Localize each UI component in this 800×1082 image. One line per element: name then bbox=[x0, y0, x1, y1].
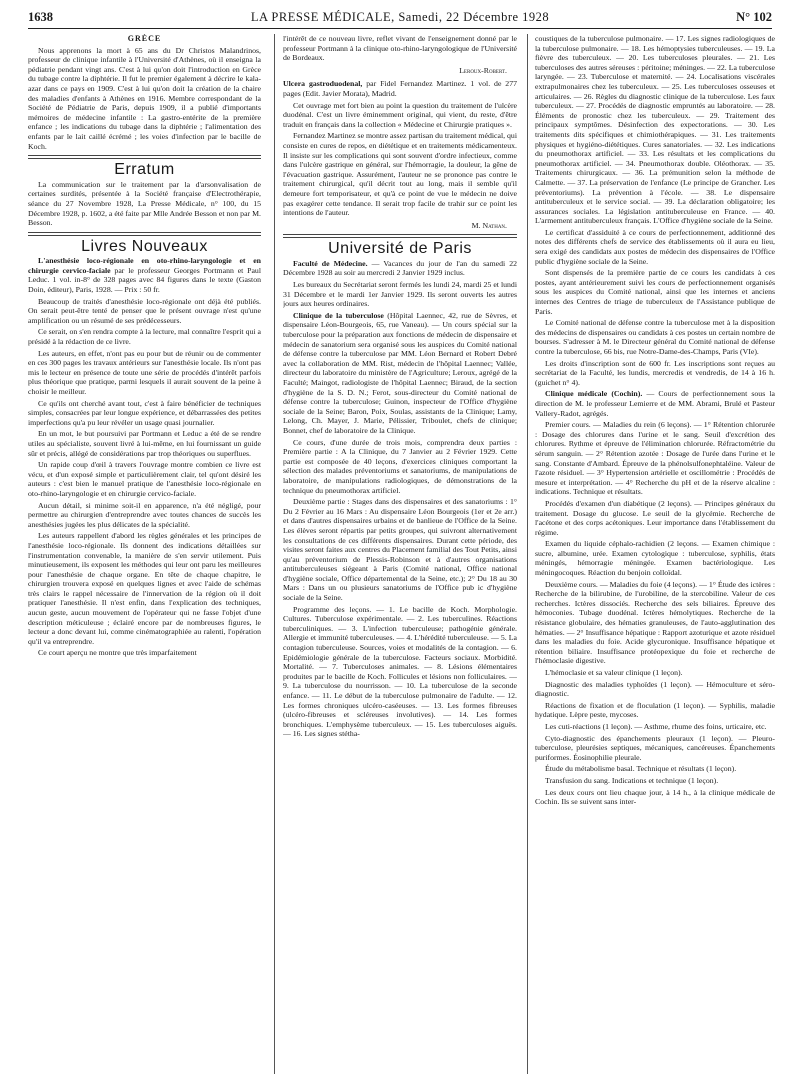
book1-paragraph: En un mot, le but poursuivi par Portmann et Leduc a été de se rendre utiles au spécialiste, souvent livré à lui-même, en lui fournissant un guide sûr et précis, allégé de considérations par trop théoriques ou superflues. bbox=[28, 429, 261, 458]
erratum-text: La communication sur le traitement par la d'arsonvalisation de certaines surdités, présentée à la Société française d'Electrothérapie, séance du 27 Novembre 1928, La Presse Médicale, n° 100, du 15 Décembre 1928, p. 1602, a été faite par Mlle Andrée Besson et non par M. Besson. bbox=[28, 179, 261, 228]
col3-paragraph: Sont dispensés de la première partie de ce cours les candidats à ces postes, ayant antérieurement suivi les cours de perfectionnement organisés sous les auspices du Comité national, ainsi que les internes et anciens internes des Centres de triage de tuberculeux de l'Assistance publique de Paris. bbox=[535, 268, 775, 316]
tuberculose-paragraph: Ce cours, d'une durée de trois mois, comprendra deux parties : Première partie : A la Clinique, du 7 Janvier au 2 Février 1929. Cette partie est composée de 40 leçons, d'exercices cliniques comportant la sélection des malades préventoriums et sanatoriums, de manipulations de laboratoire, de manipulations radiologiques, de démonstrations de la technique du pneumothorax artificiel. bbox=[283, 437, 517, 495]
course-item: Transfusion du sang. Indications et technique (1 leçon). bbox=[545, 775, 719, 785]
journal-title: LA PRESSE MÉDICALE, Samedi, 22 Décembre 1928 bbox=[250, 10, 550, 24]
book1-paragraph: Les auteurs, en effet, n'ont pas eu pour but de réunir ou de commenter en ces 300 pages les travaux antérieurs sur l'anesthésie locale. Ils n'ont pas mis le lecteur en présence de toute une série de procédés d'intérêt parfois plus théorique que pratique, parmi lesquels il aurait souvent de la peine à choisir le meilleur. bbox=[28, 348, 261, 396]
signature: Leroux-Robert. bbox=[459, 65, 507, 75]
course-item: Cyto-diagnostic des épanchements pleuraux (1 leçon). — Pleuro-tuberculose, pleurésies septiques, mécaniques, cancéreuses. Épanchements puriformes. Éosinophilie pleurale. bbox=[535, 733, 775, 762]
book1-title: L'anesthésie loco-régionale en oto-rhino-laryngologie et en chirurgie cervico-faciale bbox=[28, 256, 261, 275]
section-divider bbox=[28, 155, 261, 159]
greece-heading: GRÈCE bbox=[127, 34, 162, 43]
cochin-paragraph bbox=[535, 389, 775, 418]
book1-continuation: l'intérêt de ce nouveau livre, reflet vivant de l'enseignement donné par le professeur Portmann à la clinique oto-rhino-laryngologique de l'Université de Bordeaux. bbox=[283, 34, 517, 63]
col3-paragraph: Les deux cours ont lieu chaque jour, à 14 h., à la clinique médicale de Cochin. Ils se suivent sans inter- bbox=[535, 787, 775, 807]
faculte-paragraph bbox=[283, 259, 517, 278]
universite-title: Université de Paris bbox=[328, 240, 472, 258]
book1-paragraph: Ce qu'ils ont cherché avant tout, c'est à faire bénéficier de techniques simples, consacrées par leur longue expérience, et débarrassées des petites imperfections qu'a pu leur révéler un usage quasi journalier. bbox=[28, 398, 261, 427]
livres-title: Livres Nouveaux bbox=[81, 237, 208, 255]
section-divider bbox=[283, 234, 517, 238]
book2-citation bbox=[283, 79, 517, 98]
book1-paragraph: Un rapide coup d'œil à travers l'ouvrage montre combien ce livre est vécu, et d'un exposé simple et particulièrement clair, tel qu'ont désiré les auteurs : c'est bien le manuel pratique de l'anesthésie loco-régionale en oto-rhino-laryngologie et en chirurgie cervico-faciale. bbox=[28, 460, 261, 498]
cochin-heading: Clinique médicale (Cochin). bbox=[545, 389, 643, 399]
col3-paragraph: Les droits d'inscription sont de 600 fr. Les inscriptions sont reçues au secrétariat de la Faculté, les lundis, mercredis et vendredis, de 14 à 16 h. (guichet n° 4). bbox=[535, 358, 775, 387]
book1-citation bbox=[28, 256, 261, 294]
tuberculose-heading: Clinique de la tuberculose bbox=[293, 310, 384, 320]
book1-paragraph: Les auteurs rappellent d'abord les règles générales et les principes de l'anesthésie loco-régionale. Ils donnent des indications détaillées sur l'instrumentation convenable, la manière de s'en servir utilement. Puis minutieusement, ils exposent les méthodes qui leur ont paru les meilleures pour l'anesthésie de chaque organe. En tête de chaque chapitre, le chirurgien trouvera exposé en quelques lignes et avec l'aide de schémas très clairs le rappel nécessaire de l'innervation de la région où il doit pratiquer l'anesthésie. Il n'est enfin, dans l'explication des techniques, aucun geste, aucun mouvement de l'opérateur qui ne fasse l'objet d'une description méticuleuse ; éclairé encore par de nombreuses figures, le lecteur a donc devant lui, comme cinématographiée au ralenti, l'opération qu'il va entreprendre. bbox=[28, 531, 261, 646]
tuberculose-paragraph: Deuxième partie : Stages dans des dispensaires et des sanatoriums : 1° Du 2 Février au 16 Mars : Au dispensaire Léon Bourgeois (1er et 2e arr.) et dans d'autres dispensaires urbains et de banlieue de l'Office de la Seine. Les élèves seront répartis par petits groupes, qui suivront alternativement les consultations de ces différents dispensaires. Durant cette période, des visites seront faites aux centres du Placement familial des Tout Petits, ainsi qu'au préventorium de Plessis-Robinson et à d'autres organisations antituberculeuses siégeant à Paris (Comité national, Office national d'hygiène sociale, Office départemental de la Seine, etc.); 2° Du 18 au 30 Mars : Dans un ou plusieurs sanatoriums de l'Office pub ic d'hygiène sociale de la Seine. bbox=[283, 497, 517, 603]
book2-title: Ulcera gastroduodenal, bbox=[283, 79, 363, 89]
cochin-text: — Cours de perfectionnement sous la direction de M. le professeur Lemierre et de MM. Abrami, Brulé et Pasteur Vallery-Radot, agrégés. bbox=[535, 389, 775, 418]
column-divider bbox=[527, 34, 528, 1074]
section-divider bbox=[28, 232, 261, 236]
course-item: Étude du métabolisme basal. Technique et résultats (1 leçon). bbox=[545, 764, 737, 774]
col3-paragraph: Le certificat d'assiduité à ce cours de perfectionnement, additionné des notes des différents chefs de service des établissements où il aura eu lieu, sera exigé des candidats aux postes de médecin des dispensaires de l'Office public d'hygiène sociale de la Seine. bbox=[535, 227, 775, 266]
column-left bbox=[28, 34, 261, 1074]
course-item: Deuxième cours. — Maladies du foie (4 leçons). — 1° Étude des ictères : Recherche de la bilirubine, de l'urobiline, de la stercobiline. Valeur de ces recherches. Ictères dissociés. Recherche des sels biliaires. Épreuve des hémoconies. Tubage duodénal. Ictères hémolytiques. Recherche de la résistance globulaire, des hématies granuleuses, de l'auto-agglutination des hématies. — 2° Insuffisance hépatique : Rapport azoturique et azote résiduel dans les maladies du foie. Acide glycuronique. Insuffisance hépatique et rétention biliaire. Insuffisance protéopexique du foie et recherche de l'hémoclasie digestive. bbox=[535, 579, 775, 666]
programme-continuation: coustiques de la tuberculose pulmonaire. — 17. Les signes radiologiques de la tuberculose pulmonaire. — 18. Les hémoptysies tuberculeuses. — 19. La fièvre des tuberculeux. — 20. Les tuberculoses pleurales. — 21. Les tuberculoses des autres séreuses : péritoine; méninges. — 22. La tuberculose laryngée. — 23. Tuberculose et maternité. — 24. Localisations viscérales extrapulmonaires chez les tuberculeux. — 25. Les tuberculoses osseuses et articulaires. — 26. Règles du diagnostic clinique de la tuberculose. Les faux tuberculeux. — 27. Procédés de diagnostic empruntés au laboratoire. — 28. Éléments de pronostic chez les tuberculeux. — 29. Traitement des principaux symptômes. Désinfection des expectorations. — 30. Les traitements dits spécifiques et chimiothérapiques. — 31. Les traitements physiques et hygiéno-diététiques. Cures sanatoriales. — 32. Les indications du pneumothorax artificiel. — 33. Les résultats et les complications du pneumothorax artificiel. — 34. Pneumothorax double. Oléothorax. — 35. Traitements chirurgicaux. — 36. La prémunition selon la méthode de Calmette. — 37. La préservation de l'enfance (Le principe de Grancher. Les préventoriums). La prévention à l'école. — 38. Le dispensaire antituberculeux et le service social. — 39. La déclaration obligatoire; les assurances sociales. La législation antituberculeuse en France. — 40. L'armement antituberculeux français. L'Office d'hygiène sociale de la Seine. bbox=[535, 34, 775, 226]
faculte-text: — Vacances du jour de l'an du samedi 22 Décembre 1928 au soir au mercredi 2 Janvier 1929 inclus. bbox=[283, 258, 517, 278]
greece-paragraph: Nous apprenons la mort à 65 ans du Dr Christos Malandrinos, professeur de clinique infantile à l'Université d'Athènes, où il enseigna la pédiatrie pendant vingt ans. C'est à lui qu'on doit l'introduction en Grèce du tubage contre la diphtérie. Il fut le premier également à décrire le kala-azar dans ce pays en 1909. C'est à lui qu'on doit la création de la chaire des maladies d'enfants à Athènes en 1916. Membre correspondant de la Société de Pédiatrie de Paris, depuis 1909, il a publié d'importants mémoires de médecine infantile : La gastro-entérite de la première enfance ; les indications du tubage dans la diphtérie ; l'alimentation des enfants par le lait caillé écrémé ; les voies d'infection par le bacille de Koch. bbox=[28, 45, 261, 151]
tuberculose-paragraph: Programme des leçons. — 1. Le bacille de Koch. Morphologie. Cultures. Tuberculose expérimentale. — 2. Les tuberculines. Réactions tuberculiniques. — 3. L'infection tuberculeuse; pathogénie générale. Allergie et immunité tuberculeuses. — 4. L'hérédité tuberculeuse. — 5. La contagion tuberculeuse. Sources, voies et modalités de la contagion. — 6. Epidémiologie générale de la tuberculose. Facteurs sociaux. Morbidité. Mortalité. — 7. Tuberculoses animales. — 8. Lésions élémentaires produites par le bacille de Koch. Follicules et lésions non folliculaires. — 9. La tuberculose du nourrisson. — 10. La tuberculose de la seconde enfance. — 11. Le début de la tuberculose pulmonaire de l'adulte. — 12. Les formes chroniques ulcéro-caséeuses. — 13. Les formes fibreuses (ulcéro-fibreuses et scléreuses involutives). — 14. Les formes bronchiques. L'emphysème tuberculeux. — 15. Les tuberculoses aiguës. — 16. Les signes stétha- bbox=[283, 604, 517, 739]
column-middle bbox=[283, 34, 517, 1074]
course-item: Réactions de fixation et de floculation (1 leçon). — Syphilis, maladie hydatique. Lèpre peste, mycoses. bbox=[535, 700, 775, 720]
issue-number: N° 102 bbox=[736, 10, 772, 24]
book1-paragraph: Ce serait, on s'en rendra compte à la lecture, mal connaître l'esprit qui a présidé à la rédaction de ce livre. bbox=[28, 327, 261, 347]
book1-paragraph: Ce court aperçu ne montre que très imparfaitement bbox=[38, 648, 197, 658]
page-header bbox=[28, 6, 772, 29]
course-item: Premier cours. — Maladies du rein (6 leçons). — 1° Rétention chlorurée : Dosage des chlorures dans l'urine et le sang. Seuil d'excrétion des chlorures. Rythme et épreuve de l'élimination chlorurée. Réfractométrie du sérum sanguin. — 2° Rétention azotée : Dosage de l'urée dans l'urine et le sang. Constante d'Ambard. Épreuve de la phénolsulfonephtaléine. Valeur de l'azote résiduel. — 3° Hypertension artérielle et oscillométrie : Procédés de mesure et interprétation. — 4° Recherche du pH et de la réserve alcaline : indications. Technique et résultats. bbox=[535, 420, 775, 497]
faculte-paragraph: Les bureaux du Secrétariat seront fermés les lundi 24, mardi 25 et lundi 31 Décembre et le mardi 1er Janvier 1929. Ils seront ouverts les autres jours aux heures ordinaires. bbox=[283, 280, 517, 309]
book1-ref: par le professeur Georges Portmann et Paul Leduc. 1 vol. in-8° de 328 pages avec 84 figures dans le texte (Gaston Doin, éditeur), Paris, 1928. — Prix : 50 fr. bbox=[28, 265, 261, 295]
book2-paragraph: Cet ouvrage met fort bien au point la question du traitement de l'ulcère duodénal. C'est un livre éminemment original, qui vient, du reste, d'être traduit en français dans la collection « Médecine et Chirurgie pratiques ». bbox=[283, 100, 517, 129]
column-divider bbox=[274, 34, 275, 1074]
col3-paragraph: Le Comité national de défense contre la tuberculose met à la disposition des médecins de dispensaires ou candidats à ces postes un certain nombre de bourses. S'adresser à M. le Directeur général du Comité national de défense contre la tuberculose, 66 bis, rue Notre-Dame-des-Champs, Paris (VIe). bbox=[535, 318, 775, 356]
book1-paragraph: Aucun détail, si minime soit-il en apparence, n'a été négligé, pour permettre au chirurgien d'entreprendre avec toutes chances de succès les anesthésies jugées les plus délicates de la spécialité. bbox=[28, 500, 261, 529]
signature: M. Nathan. bbox=[471, 220, 507, 230]
course-item: Diagnostic des maladies typhoïdes (1 leçon). — Hémoculture et séro-diagnostic. bbox=[535, 679, 775, 699]
page-number: 1638 bbox=[28, 10, 53, 24]
book2-ref: par Fidel Fernandez Martinez. 1 vol. de 277 pages (Edit. Javier Morata), Madrid. bbox=[283, 79, 517, 98]
course-item: L'hémoclasie et sa valeur clinique (1 leçon). bbox=[545, 668, 683, 677]
tuberculose-text: (Hôpital Laennec, 42, rue de Sèvres, et dispensaire Léon-Bourgeois, 65, rue Vaneau). — Un cours spécial sur la tuberculose pour la préparation aux fonctions de médecin de dispensaire et médecin de sanatorium sera organisé sous les auspices du Comité national de défense contre la tuberculose par MM. Léon Bernard et Robert Debré avec la collaboration de MM. Rist, médecin de l'hôpital Laennec; Vallée, directeur du laboratoire du ministère de l'Agriculture; Leroux, agrégé de la Faculté; Maingot, radiologiste de l'hôpital Laennec; Biraud, de la section d'hygiène de la S. D. N.; Ferot, sous-directeur du Comité national de défense contre la tuberculose; Guinon, inspecteur de l'Office d'hygiène sociale de la Seine; Baron, Poix, Soulas, assistants de la Clinique; Lamy, Lelong, Ch. Mayer, J. Marie, Pélissier, Triboulet, chefs de clinique; Bonnet, chef de laboratoire de la Clinique. bbox=[283, 310, 517, 435]
course-item: Procédés d'examen d'un diabétique (2 leçons). — Principes généraux du traitement. Dosage du glucose. Le seuil de la glycémie. Recherche de l'acétone et des corps acétoniques. Leur importance dans l'établissement du régime. bbox=[535, 498, 775, 537]
course-item: Les cuti-réactions (1 leçon). — Asthme, rhume des foins, urticaire, etc. bbox=[545, 721, 767, 731]
book2-paragraph: Fernandez Martinez se montre assez partisan du traitement médical, qui consiste en cures de repos, en diététique et en traitements médicamenteux. Il insiste sur les complications qui sont souvent d'ordre infectieux, comme dans l'ulcère gastrique en général, sur l'hémorragie, la douleur, la gêne de l'évacuation gastrique. Assurément, l'auteur ne se prononce pas contre le traitement chirurgical, qu'il décrit tout au long, mais il semble qu'il demeure fort temporisateur, et qu'à ce point de vue le médecin ne doive pas exagérer cette tendance. Il serait trop facile de trahir sur ce point les intentions de l'auteur. bbox=[283, 131, 517, 218]
book1-paragraph: Beaucoup de traités d'anesthésie loco-régionale ont déjà été publiés. On serait peut-être tenté de penser que le présent ouvrage n'est qu'une amplification ou un résumé de ses prédécesseurs. bbox=[28, 296, 261, 325]
tuberculose-paragraph bbox=[283, 311, 517, 436]
faculte-heading: Faculté de Médecine. bbox=[293, 258, 368, 268]
course-item: Examen du liquide céphalo-rachidien (2 leçons. — Examen chimique : sucre, albumine, urée. Examen cytologique : tuberculose, syphilis, états méningés, hémorragie méningée. Examen bactériologique. Les méningocoques. Réaction du benjoin colloïdal. bbox=[535, 539, 775, 578]
erratum-title: Erratum bbox=[114, 161, 175, 179]
column-right bbox=[535, 34, 775, 1074]
